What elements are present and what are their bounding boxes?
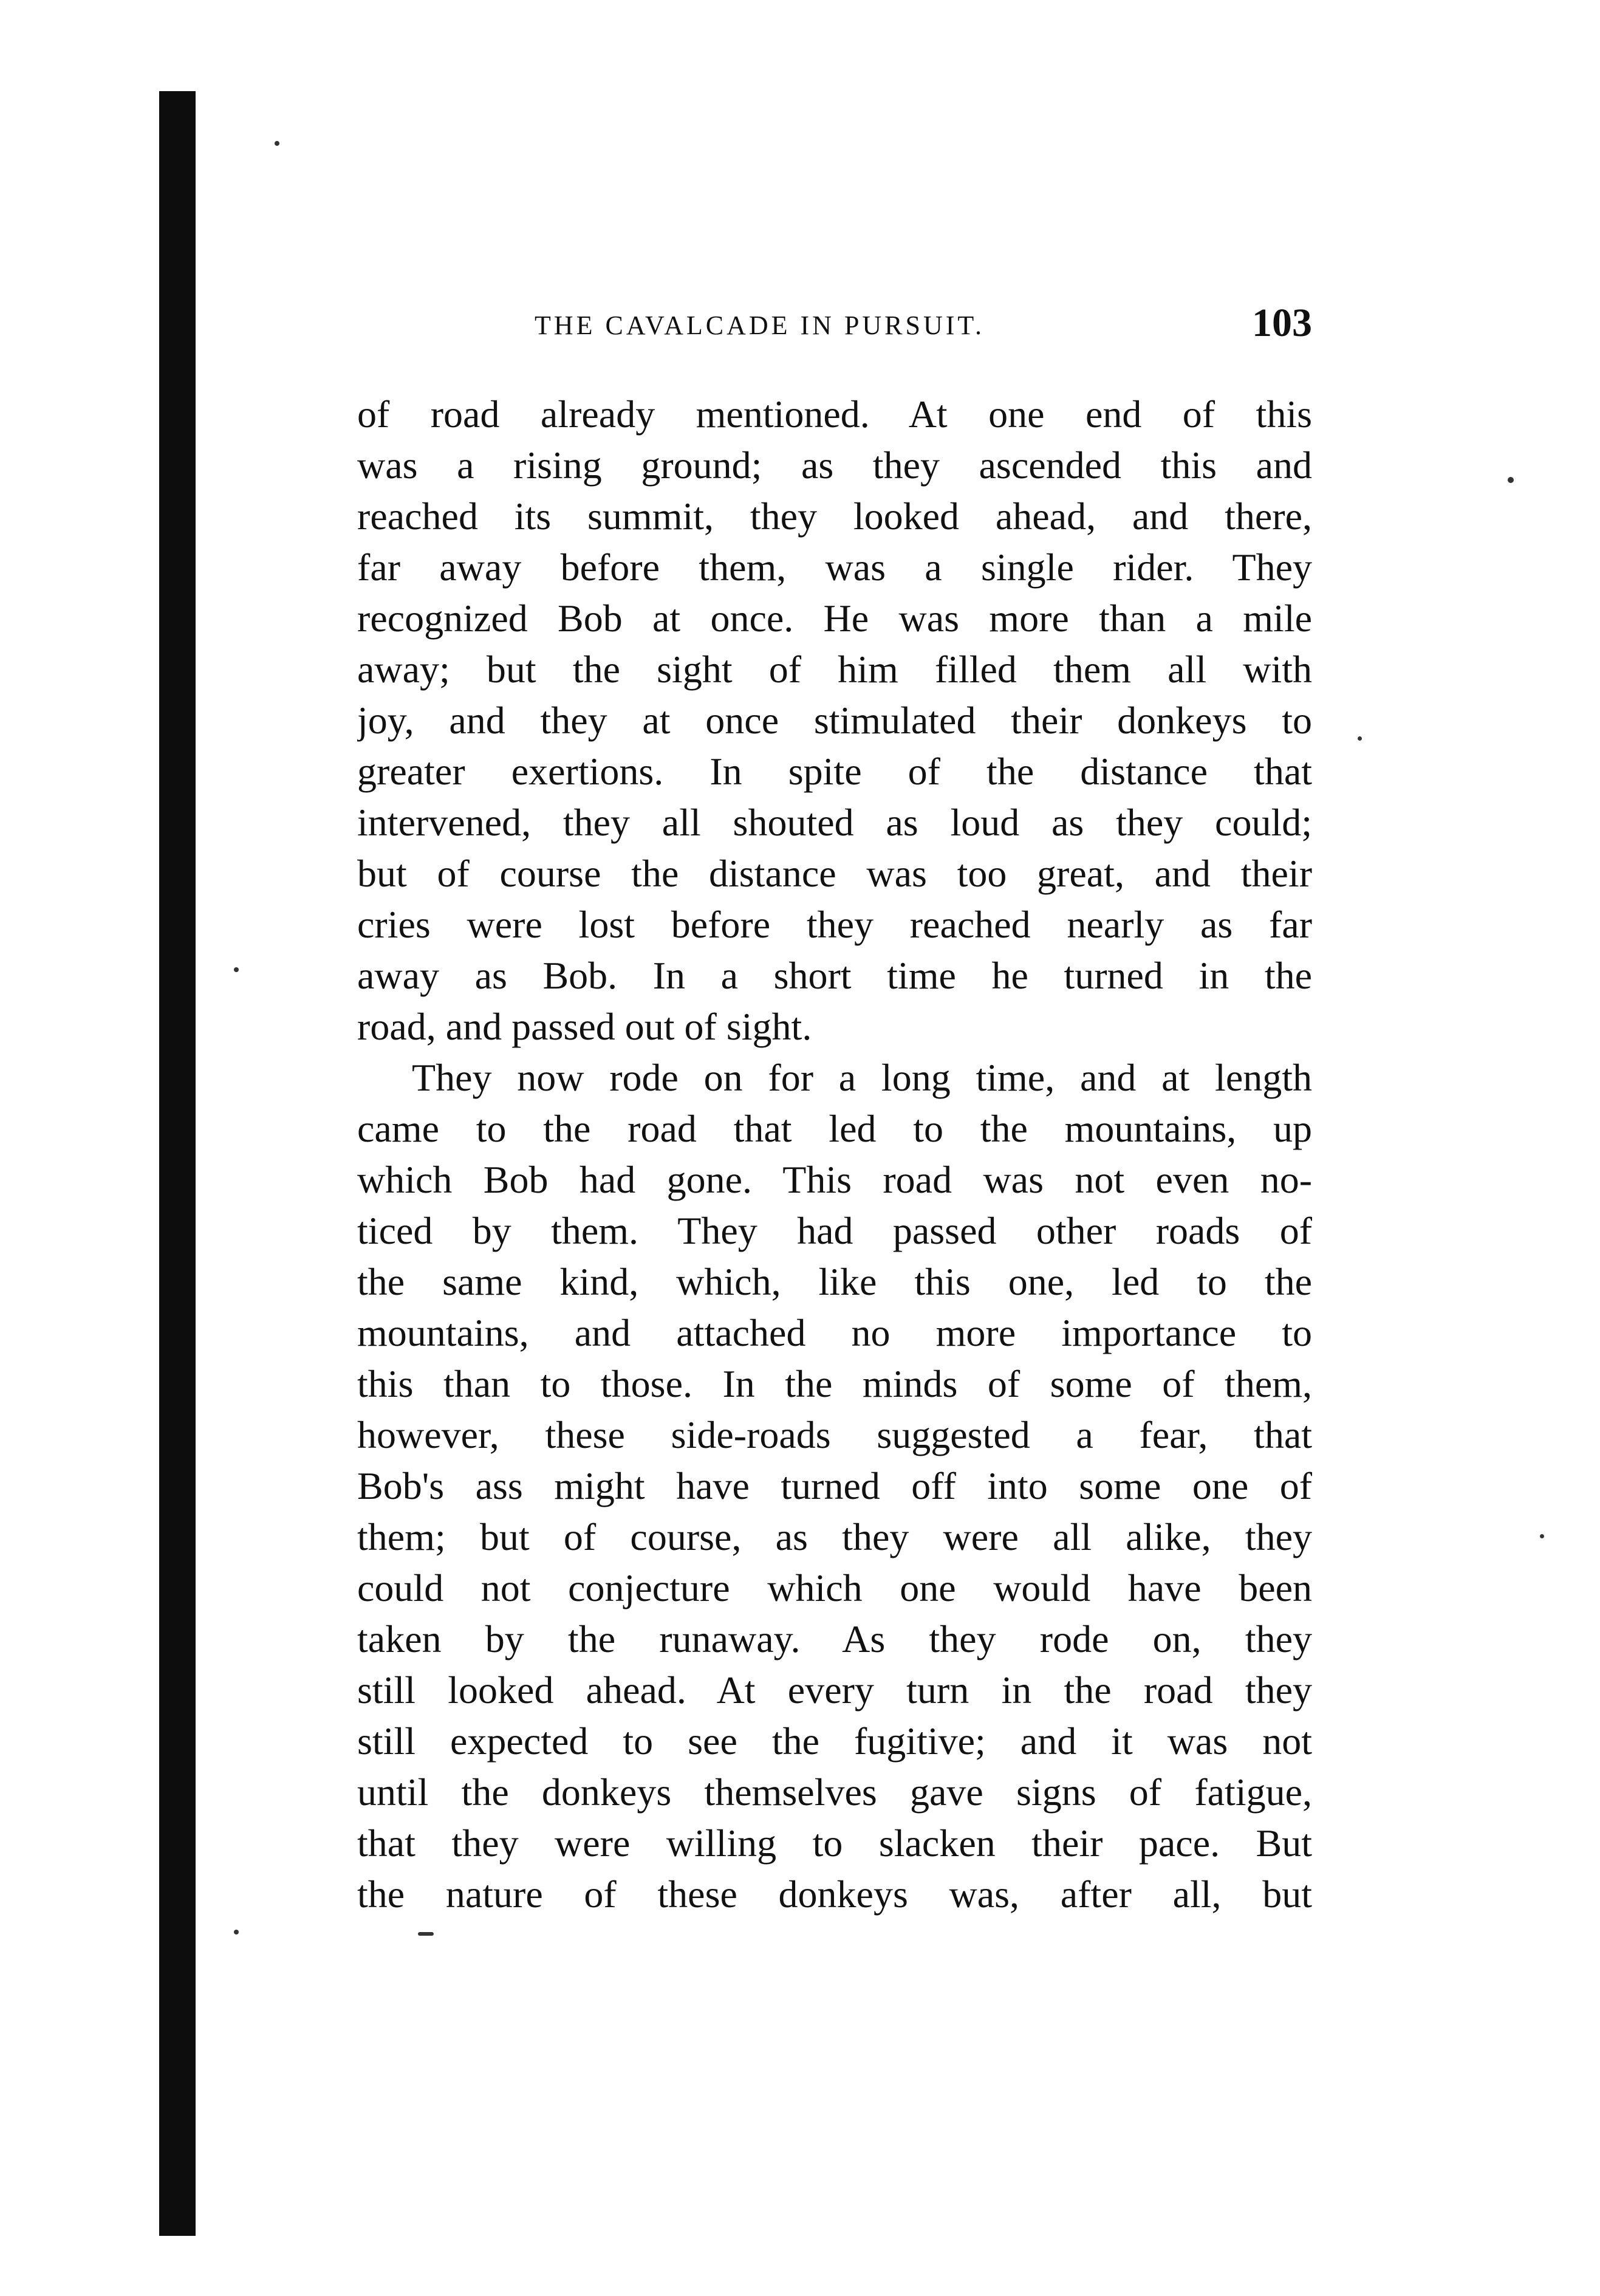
text-line: still expected to see the fugitive; and it was not [357, 1719, 1312, 1763]
text-line: cries were lost before they reached nearly as far [357, 903, 1312, 946]
text-line: the nature of these donkeys was, after all, but [357, 1873, 1312, 1916]
text-line: intervened, they all shouted as loud as they could; [357, 801, 1312, 844]
text-line: that they were willing to slacken their pace. But [357, 1821, 1312, 1865]
binding-edge [159, 91, 196, 2236]
text-line: joy, and they at once stimulated their donkeys to [357, 699, 1312, 742]
text-line: but of course the distance was too great, and their [357, 852, 1312, 895]
page-number: 103 [1252, 301, 1312, 345]
text-line: Bob's ass might have turned off into some one of [357, 1464, 1312, 1507]
running-head [358, 301, 1312, 352]
text-line: could not conjecture which one would have been [357, 1566, 1312, 1609]
text-line: mountains, and attached no more importance to [357, 1311, 1312, 1354]
paragraph [357, 1052, 1312, 1920]
text-line: They now rode on for a long time, and at length [412, 1056, 1312, 1099]
text-line: taken by the runaway. As they rode on, they [357, 1617, 1312, 1660]
text-line: of road already mentioned. At one end of this [357, 392, 1312, 436]
text-line: which Bob had gone. This road was not even no- [357, 1158, 1312, 1201]
scan-speck [275, 141, 279, 146]
text-line: however, these side-roads suggested a fear, that [357, 1413, 1312, 1456]
paragraph [357, 389, 1312, 1052]
running-title: THE CAVALCADE IN PURSUIT. [535, 310, 985, 340]
text-line: ticed by them. They had passed other roads of [357, 1209, 1312, 1252]
scan-speck [1358, 736, 1362, 741]
text-line: far away before them, was a single rider. They [357, 546, 1312, 589]
text-line: still looked ahead. At every turn in the road they [357, 1668, 1312, 1712]
text-line: road, and passed out of sight. [357, 1005, 812, 1048]
body-text [357, 389, 1312, 1920]
text-line: away; but the sight of him filled them all with [357, 648, 1312, 691]
scan-speck [1508, 477, 1514, 483]
text-line: recognized Bob at once. He was more than a mile [357, 597, 1312, 640]
text-line: until the donkeys themselves gave signs of fatigue, [357, 1770, 1312, 1814]
scan-speck [234, 1930, 239, 1934]
text-line: reached its summit, they looked ahead, and there, [357, 495, 1312, 538]
text-line: them; but of course, as they were all alike, they [357, 1515, 1312, 1558]
text-line: greater exertions. In spite of the distance that [357, 750, 1312, 793]
text-line: was a rising ground; as they ascended this and [357, 444, 1312, 487]
scan-speck [234, 967, 239, 972]
text-line: this than to those. In the minds of some of them, [357, 1362, 1312, 1405]
text-line: the same kind, which, like this one, led to the [357, 1260, 1312, 1303]
scan-speck [1540, 1534, 1544, 1538]
text-line: came to the road that led to the mountains, up [357, 1107, 1312, 1150]
scan-speck [418, 1932, 434, 1936]
text-line: away as Bob. In a short time he turned in the [357, 954, 1312, 997]
